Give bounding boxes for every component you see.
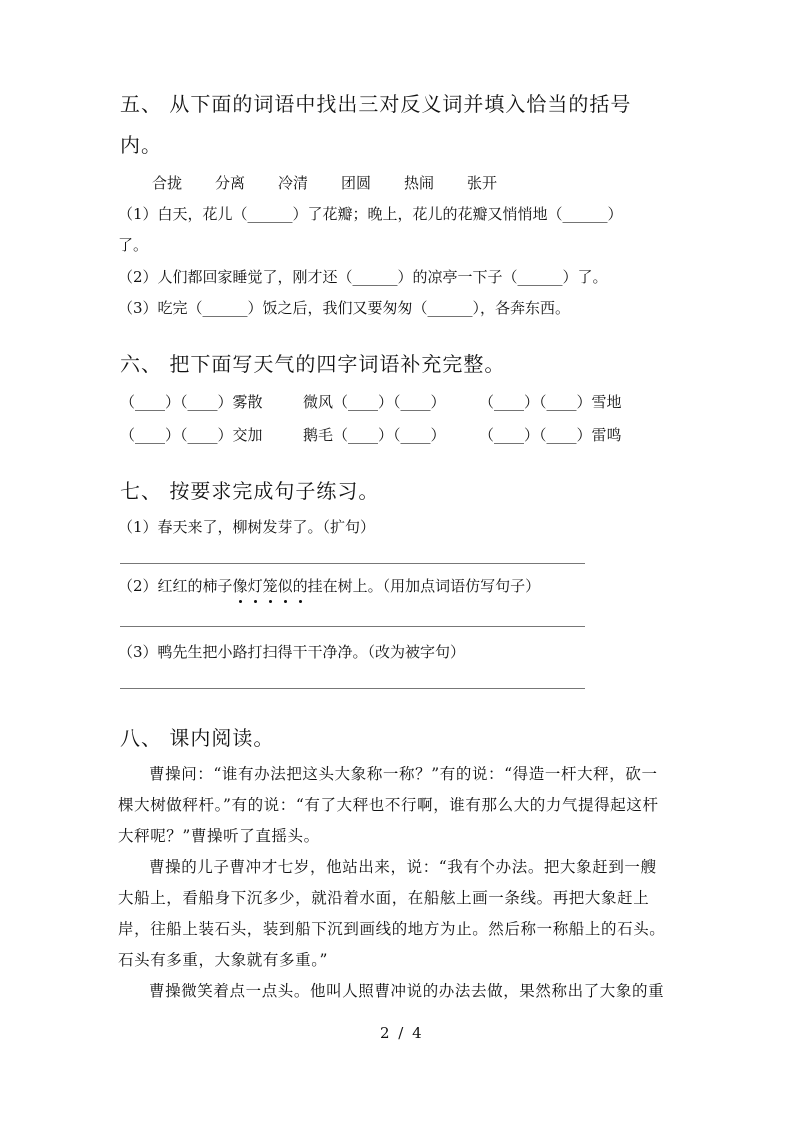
word-item: 张开 — [467, 174, 498, 192]
idiom-blank: 鹅毛（____）（____） — [303, 426, 446, 444]
word-item: 冷清 — [278, 174, 309, 192]
section7-question1: （1）春天来了，柳树发芽了。（扩句） — [118, 518, 376, 536]
answer-line — [120, 626, 585, 627]
section8-title: 八、 课内阅读。 — [120, 726, 275, 750]
q2-prefix: （2）红红的柿子 — [118, 577, 233, 595]
idiom-blank: （____）（____）雪地 — [479, 393, 622, 411]
section6-title: 六、 把下面写天气的四字词语补充完整。 — [120, 352, 506, 376]
section5-question1-line2: 了。 — [118, 236, 149, 254]
word-item: 分离 — [215, 174, 246, 192]
dotted-char: 笼 — [262, 577, 278, 595]
section5-question2: （2）人们都回家睡觉了，刚才还（______）的凉亭一下子（______）了。 — [118, 268, 608, 286]
word-bank — [152, 172, 530, 193]
word-item: 团圆 — [341, 174, 372, 192]
section5-question3: （3）吃完（______）饭之后，我们又要匆匆（______），各奔东西。 — [118, 299, 571, 317]
reading-paragraph-1: 曹操问：“谁有办法把这头大象称一称？”有的说：“得造一杆大秤，砍一棵大树做秤杆。”有的说：“有了大秤也不行啊，谁有那么大的力气提得起这杆大秤呢？”曹操听了直摇头。 — [118, 765, 659, 845]
dotted-char: 灯 — [247, 577, 263, 595]
section7-title: 七、 按要求完成句子练习。 — [120, 479, 380, 503]
section6-row1 — [120, 391, 622, 412]
idiom-blank: （____）（____）雾散 — [120, 393, 263, 411]
reading-paragraph-2: 曹操的儿子曹冲才七岁，他站出来，说：“我有个办法。把大象赶到一艘大船上，看船身下沉多少，就沿着水面，在船舷上画一条线。再把大象赶上岸，往船上装石头，装到船下沉到画线的地方为止。然后称一称船上的石头。石头有多重，大象就有多重。” — [118, 858, 666, 969]
page-number: 2 / 4 — [380, 1024, 424, 1042]
word-item: 合拢 — [152, 174, 183, 192]
dotted-char: 的 — [292, 577, 308, 595]
word-item: 热闹 — [404, 174, 435, 192]
section5-question1-line1: （1）白天，花儿（______）了花瓣；晚上，花儿的花瓣又悄悄地（______） — [118, 205, 623, 223]
answer-line — [120, 563, 585, 564]
idiom-blank: （____）（____）交加 — [120, 426, 263, 444]
answer-line — [120, 688, 585, 689]
section6-row2 — [120, 424, 622, 445]
section7-question3: （3）鸭先生把小路打扫得干干净净。（改为被字句） — [118, 643, 466, 661]
dotted-char: 似 — [277, 577, 293, 595]
idiom-blank: 微风（____）（____） — [303, 393, 446, 411]
section5-title-line2: 内。 — [120, 133, 162, 157]
dotted-char: 像 — [232, 577, 248, 595]
section7-question2 — [118, 575, 540, 596]
section5-title-line1: 五、 从下面的词语中找出三对反义词并填入恰当的括号 — [120, 92, 632, 116]
idiom-blank: （____）（____）雷鸣 — [479, 426, 622, 444]
q2-suffix: 挂在树上。（用加点词语仿写句子） — [307, 577, 541, 595]
reading-paragraph-3: 曹操微笑着点一点头。他叫人照曹冲说的办法去做，果然称出了大象的重 — [149, 982, 665, 1000]
